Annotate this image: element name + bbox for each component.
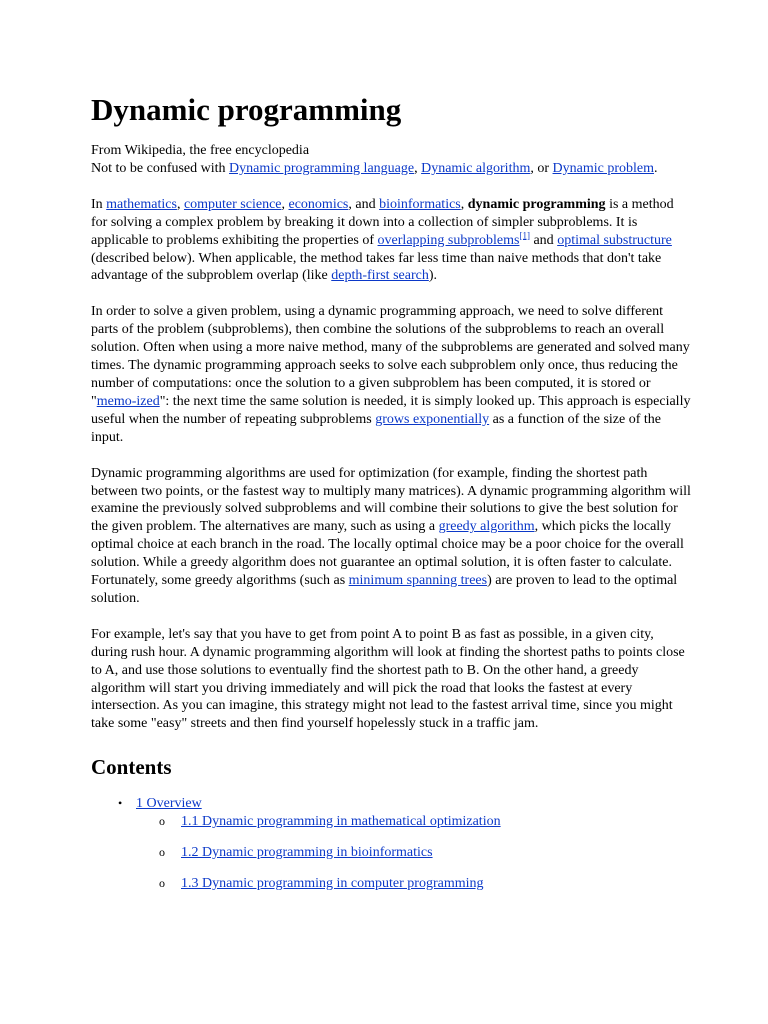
toc-link-bioinformatics[interactable]: 1.2 Dynamic programming in bioinformatics: [181, 845, 433, 861]
link-greedy-algorithm[interactable]: greedy algorithm: [438, 519, 535, 535]
text: (described below). When applicable, the method takes far less time than naive methods that don't take advantage of the subproblem overlap (like: [91, 250, 662, 284]
text: ,: [281, 196, 289, 212]
text: ": the next time the same solution is needed, it is simply looked up. This approach is especially useful when the number of repeating subproblems: [91, 393, 691, 427]
toc-sublist: [136, 813, 691, 893]
link-dynamic-algorithm[interactable]: Dynamic algorithm: [421, 160, 531, 176]
contents-heading: Contents: [91, 755, 172, 780]
toc-link-mathematical-optimization[interactable]: 1.1 Dynamic programming in mathematical optimization: [181, 814, 501, 830]
toc-subitem: [136, 813, 691, 831]
text: is a method for solving a complex problem by breaking it down into a collection of simpler subproblems. It is applicable to problems exhibiting the properties of: [91, 196, 674, 248]
hatnote-suffix: .: [654, 160, 658, 176]
toc-item-overview: [91, 795, 691, 893]
text: ,: [460, 196, 468, 212]
text: as a function of the size of the input.: [91, 411, 661, 445]
hatnote-separator: , or: [530, 160, 553, 176]
page-title: Dynamic programming: [91, 92, 402, 127]
toc-link-computer-programming[interactable]: 1.3 Dynamic programming in computer programming: [181, 876, 484, 891]
paragraph-approach: [91, 303, 691, 446]
bullet-icon: •: [118, 796, 123, 811]
link-optimal-substructure[interactable]: optimal substructure: [557, 232, 672, 248]
link-bioinformatics[interactable]: bioinformatics: [379, 196, 461, 212]
link-grows-exponentially[interactable]: grows exponentially: [375, 411, 490, 427]
text: In: [91, 196, 107, 212]
text: ) are proven to lead to the optimal solution.: [91, 573, 678, 606]
article: [91, 90, 691, 893]
circle-bullet-icon: o: [159, 814, 165, 829]
link-minimum-spanning-trees[interactable]: minimum spanning trees: [348, 573, 488, 589]
paragraph-optimization: [91, 465, 691, 608]
tagline: From Wikipedia, the free encyclopedia: [91, 143, 310, 158]
text: In order to solve a given problem, using a dynamic programming approach, we need to solve different parts of the problem (subproblems), then combine the solutions of the subproblems to reach an overall solution. Often when using a more naive method, many of the subproblems are generated and solved many times. The dynamic programming approach seeks to solve each subproblem only once, thus reducing the number of computations: once the solution to a given subproblem has been computed, it is stored or ": [91, 304, 690, 409]
circle-bullet-icon: o: [159, 876, 165, 890]
text: Dynamic programming algorithms are used for optimization (for example, finding the shortest path between two points, or the fastest way to multiply many matrices). A dynamic programming algorithm will examine the previously solved subproblems and will combine their solutions to give the best solution for the given problem. The alternatives are many, such as using a: [91, 465, 691, 535]
link-dynamic-problem[interactable]: Dynamic problem: [552, 160, 655, 176]
circle-bullet-icon: o: [159, 845, 165, 860]
text: , and: [348, 196, 380, 212]
text: ,: [176, 196, 184, 212]
link-memo-ized[interactable]: memo-ized: [96, 393, 160, 409]
link-computer-science[interactable]: computer science: [183, 196, 282, 212]
hatnote-prefix: Not to be confused with: [91, 160, 230, 176]
hatnote: [91, 160, 691, 178]
link-economics[interactable]: economics: [288, 196, 349, 212]
text: and: [529, 232, 558, 248]
reference-link[interactable]: [1]: [519, 229, 530, 240]
link-overlapping-subproblems[interactable]: overlapping subproblems: [377, 232, 520, 248]
table-of-contents: [91, 795, 691, 893]
link-mathematics[interactable]: mathematics: [106, 196, 177, 212]
toc-subitem: [136, 844, 691, 862]
text: , which picks the locally optimal choice at each branch in the road. The locally optimal choice may be a poor choice for the overall solution. While a greedy algorithm does not guarantee an optimal solution, it is often faster to calculate. Fortunately, some greedy algorithms (such as: [91, 519, 684, 589]
link-depth-first-search[interactable]: depth-first search: [331, 268, 429, 284]
text: ).: [428, 268, 437, 284]
paragraph-example: For example, let's say that you have to get from point A to point B as fast as possible, in a given city, during rush hour. A dynamic programming algorithm will look at finding the shortest paths to points close to A, and use those solutions to eventually find the shortest path to B. On the other hand, a greedy algorithm will start you driving immediately and will pick the road that looks the fastest at every intersection. As you can imagine, this strategy might not lead to the fastest arrival time, since you might take some "easy" streets and then find yourself hopelessly stuck in a traffic jam.: [91, 626, 685, 732]
link-dynamic-programming-language[interactable]: Dynamic programming language: [229, 160, 415, 176]
bold-term: dynamic programming: [467, 196, 606, 212]
paragraph-intro: [91, 196, 691, 286]
toc-subitem: [136, 875, 691, 893]
toc-link-overview[interactable]: 1 Overview: [136, 796, 202, 812]
hatnote-separator: ,: [414, 160, 422, 176]
